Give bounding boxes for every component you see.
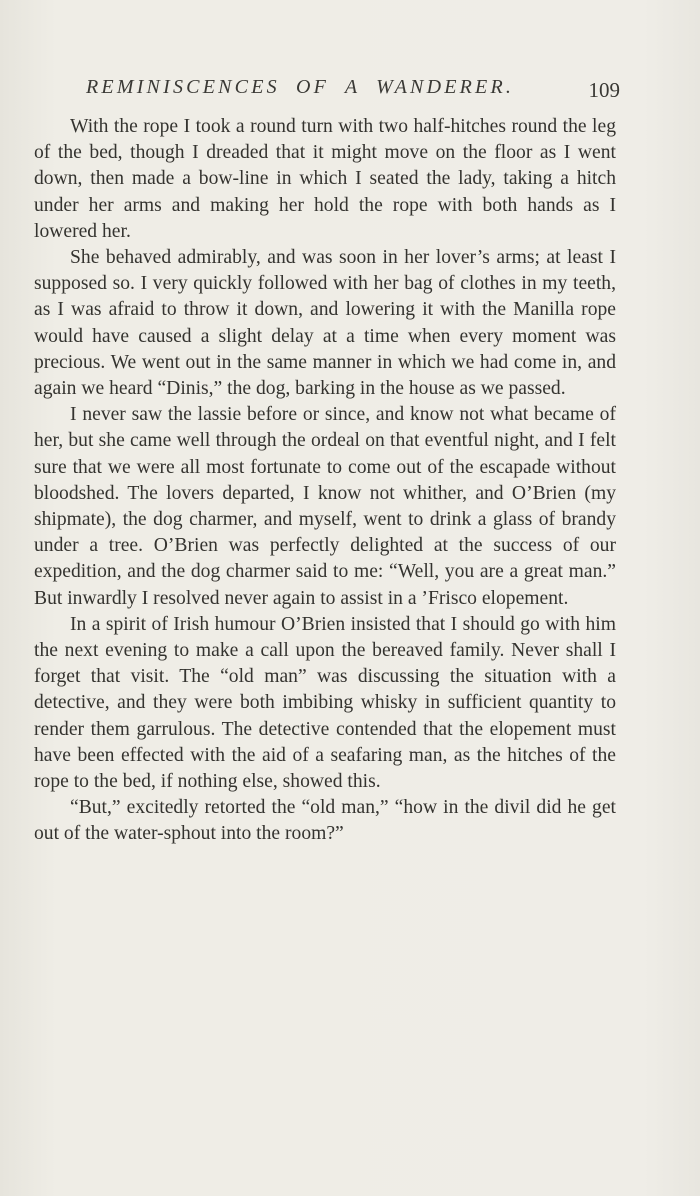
- body-text: [34, 114, 616, 848]
- page-number: 109: [588, 78, 620, 102]
- running-head: [86, 72, 620, 106]
- paragraph: “But,” excitedly retorted the “old man,” “how in the divil did he get out of the water-sphout into the room?”: [34, 797, 616, 845]
- paragraph: I never saw the lassie before or since, and know not what became of her, but she came well through the ordeal on that eventful night, and I felt sure that we were all most fortunate to come out of the escapade without bloodshed. The lovers departed, I know not whither, and O’Brien (my shipmate), the dog charmer, and myself, went to drink a glass of brandy under a tree. O’Brien was perfectly delighted at the success of our expedition, and the dog charmer said to me: “Well, you are a great man.” But inwardly I resolved never again to assist in a ’Frisco elopement.: [34, 404, 616, 609]
- running-title: REMINISCENCES OF A WANDERER.: [86, 76, 515, 98]
- paragraph: She behaved admirably, and was soon in her lover’s arms; at least I supposed so. I very quickly followed with her bag of clothes in my teeth, as I was afraid to throw it down, and lowering it with the Manilla rope would have caused a slight delay at a time when every moment was precious. We went out in the same manner in which we had come in, and again we heard “Dinis,” the dog, barking in the house as we passed.: [34, 247, 616, 400]
- paragraph: With the rope I took a round turn with two half-hitches round the leg of the bed, though I dreaded that it might move on the floor as I went down, then made a bow-line in which I seated the lady, taking a hitch under her arms and making her hold the rope with both hands as I lowered her.: [34, 116, 616, 242]
- paragraph: In a spirit of Irish humour O’Brien insisted that I should go with him the next evening to make a call upon the bereaved family. Never shall I forget that visit. The “old man” was discussing the situation with a detective, and they were both imbibing whisky in sufficient quantity to render them garrulous. The detective contended that the elopement must have been effected with the aid of a seafaring man, as the hitches of the rope to the bed, if nothing else, showed this.: [34, 613, 616, 793]
